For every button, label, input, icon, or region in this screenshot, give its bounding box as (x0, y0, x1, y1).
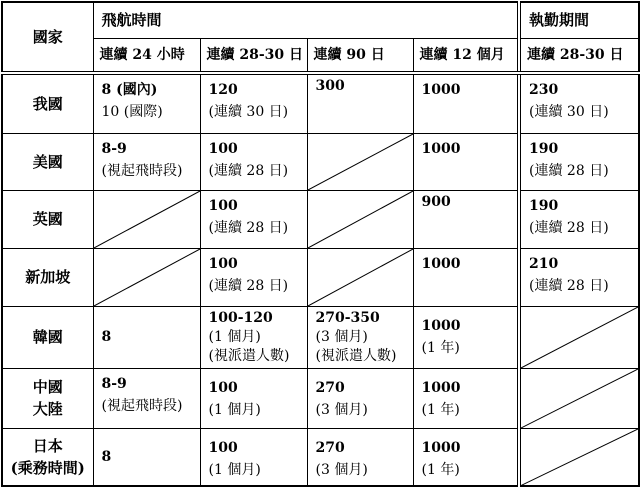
table-row (2, 133, 639, 190)
cell-12m: 900 (413, 190, 519, 248)
cell-12m: 1000 (413, 248, 519, 306)
cell-28-30d: 120 (連續 30 日) (200, 73, 307, 133)
cell-12m: 1000 (1 年) (413, 428, 519, 486)
empty-cell-diagonal (307, 248, 413, 306)
header-country: 國家 (2, 2, 93, 73)
cell-90d: 300 (307, 73, 413, 133)
empty-cell-diagonal (519, 428, 639, 486)
cell-24h: 8-9 (視起飛時段) (93, 368, 200, 428)
empty-cell-diagonal (519, 306, 639, 368)
country-cell: 日本 (乘務時間) (2, 428, 93, 486)
header-col-12m: 連續 12 個月 (413, 38, 519, 73)
table-row (2, 306, 639, 368)
cell-28-30d: 100 (連續 28 日) (200, 190, 307, 248)
cell-12m: 1000 (413, 133, 519, 190)
country-cell: 美國 (2, 133, 93, 190)
table-row (2, 428, 639, 486)
cell-24h: 8 (93, 428, 200, 486)
header-duty-period: 執勤期間 (519, 2, 639, 38)
table-row (2, 248, 639, 306)
header-col-90d: 連續 90 日 (307, 38, 413, 73)
empty-cell-diagonal (93, 248, 200, 306)
table-row (2, 368, 639, 428)
cell-90d: 270 (3 個月) (307, 368, 413, 428)
country-cell: 新加坡 (2, 248, 93, 306)
empty-cell-diagonal (307, 190, 413, 248)
empty-cell-diagonal (307, 133, 413, 190)
cell-12m: 1000 (1 年) (413, 368, 519, 428)
cell-28-30d: 100-120 (1 個月) (視派遣人數) (200, 306, 307, 368)
empty-cell-diagonal (93, 190, 200, 248)
header-col-24h: 連續 24 小時 (93, 38, 200, 73)
cell-28-30d: 100 (1 個月) (200, 428, 307, 486)
header-col-duty-28-30d: 連續 28-30 日 (519, 38, 639, 73)
cell-28-30d: 100 (連續 28 日) (200, 133, 307, 190)
empty-cell-diagonal (519, 368, 639, 428)
header-row-columns (2, 38, 639, 73)
flight-duty-limits-table (1, 1, 640, 487)
header-col-28-30d: 連續 28-30 日 (200, 38, 307, 73)
cell-90d: 270 (3 個月) (307, 428, 413, 486)
cell-duty: 190 (連續 28 日) (519, 190, 639, 248)
cell-12m: 1000 (413, 73, 519, 133)
cell-12m: 1000 (1 年) (413, 306, 519, 368)
country-cell: 中國 大陸 (2, 368, 93, 428)
cell-90d: 270-350 (3 個月) (視派遣人數) (307, 306, 413, 368)
table-row (2, 190, 639, 248)
cell-duty: 230 (連續 30 日) (519, 73, 639, 133)
cell-28-30d: 100 (連續 28 日) (200, 248, 307, 306)
header-flight-time: 飛航時間 (93, 2, 519, 38)
country-cell: 我國 (2, 73, 93, 133)
cell-24h: 8-9 (視起飛時段) (93, 133, 200, 190)
cell-28-30d: 100 (1 個月) (200, 368, 307, 428)
country-cell: 韓國 (2, 306, 93, 368)
table-row (2, 73, 639, 133)
header-row-group (2, 2, 639, 38)
cell-duty: 210 (連續 28 日) (519, 248, 639, 306)
cell-24h: 8 (93, 306, 200, 368)
cell-duty: 190 (連續 28 日) (519, 133, 639, 190)
country-cell: 英國 (2, 190, 93, 248)
cell-24h: 8 (國內) 10 (國際) (93, 73, 200, 133)
